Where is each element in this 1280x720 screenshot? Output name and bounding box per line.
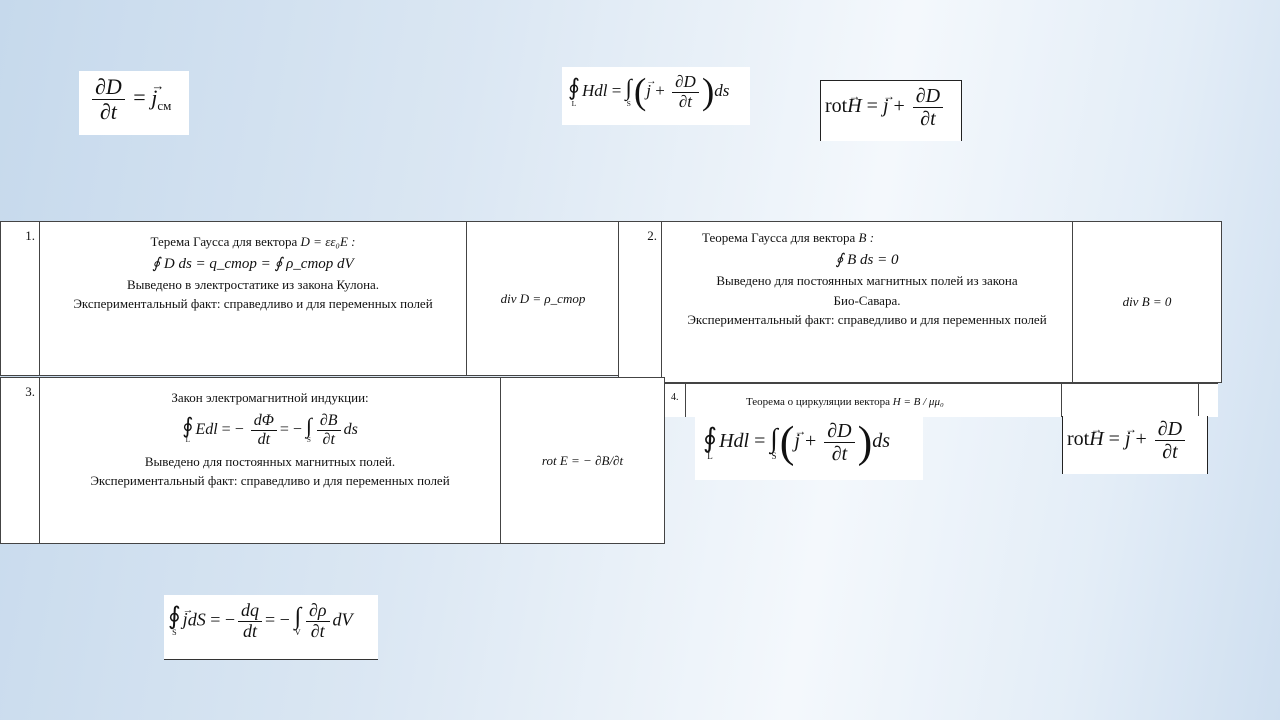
continuity-formula: ∮ S → jdS = − $\frac{dq}{dt}$ = − ∫ V $\frac{\partial\rho}{\partial t}$ dV <box>164 595 378 660</box>
limit-s: S <box>626 98 631 108</box>
ds-symbol: ds <box>872 430 891 453</box>
experimental-note: Экспериментальный факт: справедливо и для переменных полей <box>73 296 433 311</box>
fraction-num: ∂D <box>1155 418 1185 441</box>
derivation-note: Выведено для постоянных магнитных полей из закона <box>716 273 1018 288</box>
row-number: 2. <box>619 222 662 383</box>
fraction-num: ∂D <box>672 73 699 93</box>
circulation-formula-bottom: ∮ L Hdl = ∫ S (→ j + $\frac{\partial D}{\partial t}$ )ds <box>695 416 923 480</box>
row-number: 1. <box>1 222 40 376</box>
limit-l: L <box>571 98 577 108</box>
row-title: Теорема о циркуляции вектора <box>746 396 891 408</box>
fraction-den: ∂t <box>831 443 848 465</box>
fraction-den: ∂t <box>1162 441 1178 463</box>
differential-form <box>467 222 620 376</box>
rot-e-formula: rot E = − ∂B/∂t <box>541 452 624 468</box>
integrand-hdl: Hdl <box>719 430 750 453</box>
limit-v: V <box>294 628 301 638</box>
experimental-note: Экспериментальный факт: справедливо и для переменных полей <box>687 312 1047 327</box>
row-number: 4. <box>671 392 679 403</box>
j-symbol: → j <box>1125 428 1131 451</box>
differential-form <box>501 378 665 544</box>
j-symbol: → j <box>646 81 651 101</box>
h-symbol: → H <box>1089 428 1103 451</box>
h-symbol: → H <box>847 95 861 118</box>
row-number: 3. <box>1 378 40 544</box>
table-circulation-header <box>665 383 1218 417</box>
gauss-integral: ∮ B ds = 0 <box>835 252 899 268</box>
derivation-note: Выведено для постоянных магнитных полей. <box>144 454 396 470</box>
fraction-den: ∂t <box>920 108 936 130</box>
fraction-num: ∂D <box>824 420 854 443</box>
row-title: Терема Гаусса для вектора <box>150 234 298 249</box>
derivation-note-cont: Био-Савара. <box>833 293 901 308</box>
div-d-formula: div D = ρ_стор <box>500 290 586 306</box>
j-symbol: → j <box>794 430 800 453</box>
displacement-current-formula: $\frac{\partial D}{\partial t}$ = → $j_{см}$ <box>79 71 189 135</box>
div-b-formula: div B = 0 <box>1122 294 1172 309</box>
fraction-num: ∂D <box>913 85 943 108</box>
formula-numerator: ∂D <box>92 75 125 100</box>
fraction-num: dq <box>238 601 262 622</box>
table-gauss-d <box>0 221 620 376</box>
gauss-integral: ∮ D ds = q_стор = ∮ ρ_стор dV <box>152 256 354 272</box>
rot-label: rot <box>1067 428 1090 451</box>
ds-symbol: ds <box>714 81 730 101</box>
title-equation: B : <box>858 230 875 245</box>
row-title: Закон электромагнитной индукции: <box>171 390 369 405</box>
current-density-symbol: → j <box>151 85 157 111</box>
table-induction <box>0 377 665 544</box>
rot-h-formula-bottom: rot→ H = → j + $\frac{\partial D}{\partial t}$ <box>1062 416 1208 474</box>
table-gauss-b <box>618 221 1222 383</box>
fraction-den: ∂t <box>678 91 693 111</box>
rot-label: rot <box>825 95 848 118</box>
experimental-note: Экспериментальный факт: справедливо и для переменных полей <box>90 473 450 489</box>
integrand-hdl: Hdl <box>581 81 608 101</box>
circulation-formula-top: ∮ L Hdl = ∫ S (→ j + $\frac{\partial D}{\partial t}$ )ds <box>562 67 750 125</box>
limit-s: S <box>172 628 177 638</box>
fraction-den: ∂t <box>310 620 325 641</box>
derivation-note: Выведено в электростатике из закона Кулона. <box>126 277 380 292</box>
fraction-num: ∂ρ <box>306 601 330 622</box>
j-symbol: → j <box>883 95 889 118</box>
fraction-den: dt <box>242 620 257 641</box>
formula-denominator: ∂t <box>99 99 117 125</box>
row-title: Теорема Гаусса для вектора <box>702 230 856 245</box>
differential-form <box>1073 222 1222 383</box>
limit-s: S <box>771 450 777 461</box>
induction-integral: ∮ L Edl = − $\frac{d\Phi}{dt}$ = − ∫ S $\frac{\partial B}{\partial t}$ ds <box>182 412 358 448</box>
title-equation: D = εε₀E : <box>300 234 356 249</box>
subscript-sm: см <box>157 98 172 114</box>
dv-symbol: dV <box>332 609 353 630</box>
title-equation: H = B / μμ₀ <box>892 396 944 408</box>
rot-h-formula-top: rot→ H = → j + $\frac{\partial D}{\partial t}$ <box>820 80 962 141</box>
limit-l: L <box>707 450 713 461</box>
